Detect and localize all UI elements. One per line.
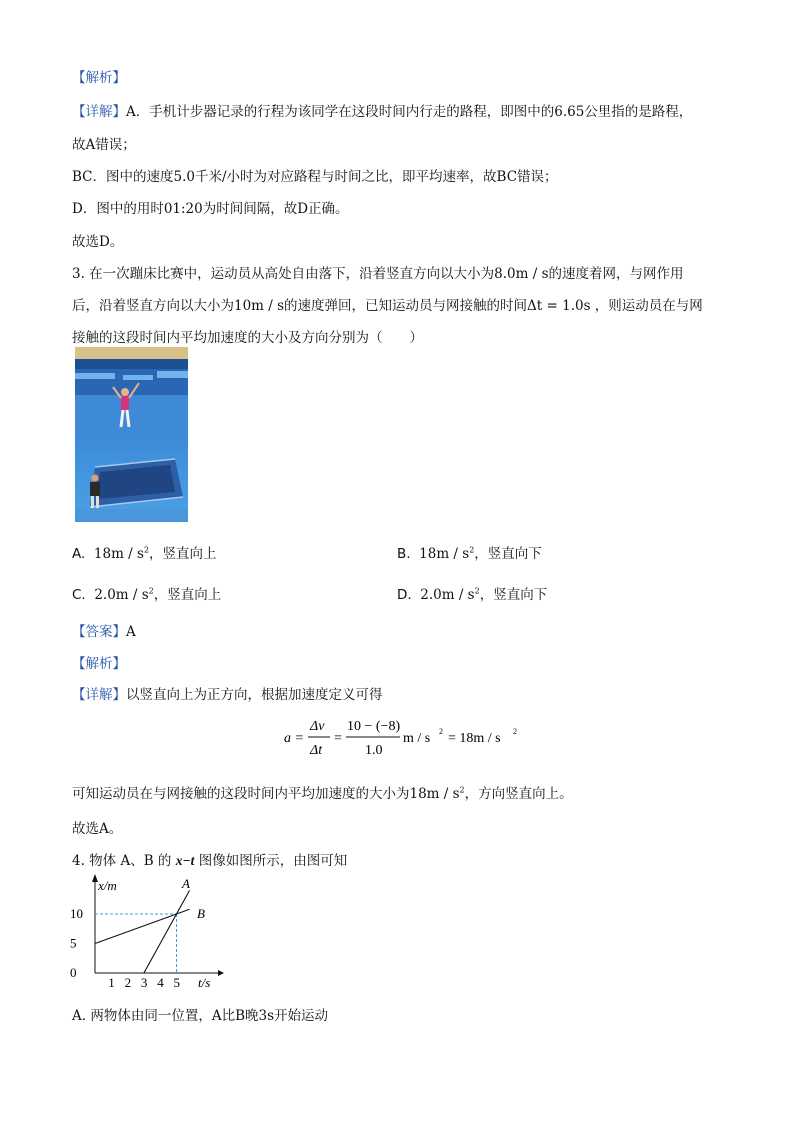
option-c-value: 2.0m / s <box>94 587 149 603</box>
svg-text:2: 2 <box>439 727 443 736</box>
y-tick-label: 0 <box>70 965 77 980</box>
series-line-a <box>144 890 190 973</box>
option-c-dir: ，竖直向上 <box>153 587 222 603</box>
q4-stem-b: x−t <box>175 853 195 868</box>
x-axis-arrow <box>218 970 224 976</box>
detail-tag-2: 【详解】 <box>72 687 126 703</box>
x-tick-label: 4 <box>157 975 164 990</box>
trampoline-photo <box>75 347 188 522</box>
y-tick-label: 10 <box>70 906 83 921</box>
svg-text:=: = <box>334 731 342 746</box>
y-tick-labels <box>70 906 83 980</box>
q3-line-1: 3. 在一次蹦床比赛中，运动员从高处自由落下，沿着竖直方向以大小为8.0m / s的速度着网，与网作用 <box>72 266 684 282</box>
q4-stem <box>72 849 347 869</box>
q3-line-2: 后，沿着竖直方向以大小为10m / s的速度弹回，已知运动员与网接触的时间Δt = 1.0s ，则运动员在与网 <box>72 298 703 314</box>
result-text-b: ，方向竖直向上。 <box>464 786 573 802</box>
formula-den2: 1.0 <box>365 743 383 758</box>
svg-text:2: 2 <box>513 727 517 736</box>
x-tick-label: 2 <box>124 975 132 990</box>
result-line: 可知运动员在与网接触的这段时间内平均加速度的大小为$18m / s^2$，方向竖直向上。 <box>72 785 573 802</box>
result-text-a: 可知运动员在与网接触的这段时间内平均加速度的大小为18m / s <box>72 786 460 802</box>
q4-stem-c: 图像如图所示，由图可知 <box>194 853 348 869</box>
label-a: A <box>182 876 190 891</box>
x-tick-label: 1 <box>108 975 115 990</box>
option-c: C. $2.0m / s^2$，竖直向上 <box>72 586 222 603</box>
answer-tag: 【答案】 <box>72 624 126 640</box>
detail-text-q3: 以竖直向上为正方向，根据加速度定义可得 <box>126 687 383 703</box>
detail-line-4: D．图中的用时01:20为时间间隔，故D正确。 <box>72 201 349 217</box>
analysis-tag-2: 【解析】 <box>72 656 126 672</box>
option-c-key: C. <box>72 587 86 603</box>
x-axis-label: t/s <box>198 975 211 990</box>
detail-line-1 <box>72 100 692 120</box>
y-tick-label: 5 <box>70 935 77 951</box>
conclusion-2: 故选A。 <box>72 821 123 837</box>
x-tick-labels <box>108 975 180 990</box>
q3-line-3: 接触的这段时间内平均加速度的大小及方向分别为（ ） <box>72 330 423 346</box>
formula-result: = 18m / s <box>448 731 501 746</box>
guide-lines <box>95 914 177 973</box>
option-a-value: 18m / s <box>93 546 144 562</box>
option-a: A. $18m / s^2$，竖直向上 <box>72 545 217 562</box>
option-d-key: D. <box>397 587 412 603</box>
option-b-value: 18m / s <box>419 546 470 562</box>
formula-den1: Δt <box>310 743 323 758</box>
x-tick-label: 5 <box>173 975 180 990</box>
detail-line-2: 故A错误； <box>72 137 136 153</box>
option-d-dir: ，竖直向下 <box>479 587 548 603</box>
conclusion-1: 故选D。 <box>72 234 124 250</box>
option-b: B. $18m / s^2$，竖直向下 <box>397 545 542 562</box>
x-tick-label: 3 <box>140 975 148 990</box>
detail-tag: 【详解】 <box>72 104 126 120</box>
option-a-dir: ，竖直向上 <box>149 546 217 562</box>
formula-unit: m / s <box>403 731 431 746</box>
y-axis-label: x/m <box>98 878 117 893</box>
option-a-key: A. <box>72 546 86 562</box>
option-b-dir: ，竖直向下 <box>474 546 542 562</box>
detail-text-1: A．手机计步器记录的行程为该同学在这段时间内行走的路程，即图中的6.65公里指的是路程， <box>126 104 693 120</box>
q4-stem-a: 4. 物体 A、B 的 <box>72 853 176 869</box>
q4-option-a: A. 两物体由同一位置，A比B晚3s开始运动 <box>72 1008 329 1024</box>
series-lines <box>95 890 190 973</box>
option-b-key: B. <box>397 546 411 562</box>
answer-value: A <box>126 624 136 640</box>
acceleration-formula <box>284 716 544 760</box>
formula-num1: Δv <box>310 719 325 734</box>
analysis-tag: 【解析】 <box>72 70 126 86</box>
formula-lhs: a = <box>284 731 304 746</box>
detail-line-3: BC．图中的速度5.0千米/小时为对应路程与时间之比，即平均速率，故BC错误； <box>72 169 558 185</box>
xt-graph <box>70 870 228 990</box>
label-b: B <box>197 906 205 921</box>
detail-line-q3 <box>72 683 383 703</box>
option-d-value: 2.0m / s <box>420 587 475 603</box>
option-d: D. $2.0m / s^2$，竖直向下 <box>397 586 548 603</box>
formula-num2: 10 − (−8) <box>347 719 401 734</box>
answer-line <box>72 620 136 640</box>
